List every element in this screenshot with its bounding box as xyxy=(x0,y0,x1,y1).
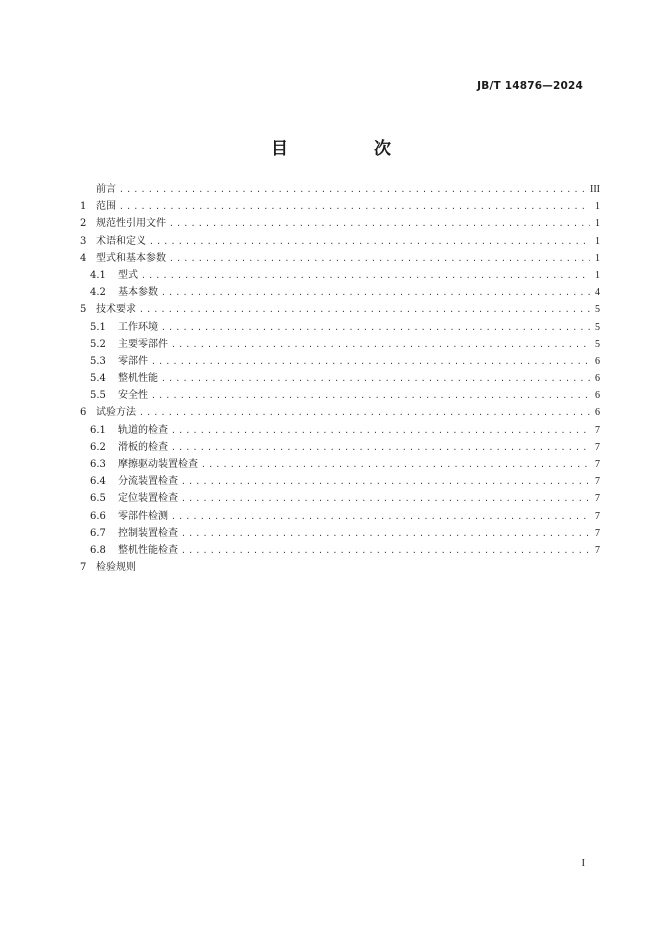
dot-leader xyxy=(171,336,590,353)
toc-entry-page: 6 xyxy=(595,355,600,367)
toc-entry-label: 前言 xyxy=(96,184,116,195)
toc-entry-page: 6 xyxy=(595,390,600,402)
dot-leader xyxy=(169,250,590,267)
toc-entry-label: 控制装置检查 xyxy=(118,527,178,539)
toc-entry-label: 检验规则 xyxy=(96,562,136,574)
toc-entry-number: 5.2 xyxy=(90,338,106,350)
toc-entry-page: 6 xyxy=(595,373,600,385)
toc-entry-label: 整机性能检查 xyxy=(118,544,178,556)
toc-entry-number: 5.5 xyxy=(90,390,106,402)
toc-entry[interactable] xyxy=(80,267,600,284)
toc-entry-number: 6.3 xyxy=(90,459,106,470)
toc-entry[interactable] xyxy=(80,456,600,473)
toc-entry[interactable] xyxy=(80,525,600,542)
toc-entry-number: 1 xyxy=(80,201,87,213)
toc-entry[interactable] xyxy=(80,353,600,370)
toc-entry-number: 5 xyxy=(80,304,87,316)
toc-entry-page: 7 xyxy=(595,527,600,539)
toc-entry[interactable] xyxy=(80,370,600,387)
toc-entry-label: 主要零部件 xyxy=(118,338,168,350)
dot-leader xyxy=(181,525,590,542)
toc-entry[interactable] xyxy=(80,250,600,267)
toc-entry-page: 5 xyxy=(595,338,600,350)
toc-entry-label: 技术要求 xyxy=(96,304,136,316)
dot-leader xyxy=(171,439,590,456)
standard-code: JB/T 14876—2024 xyxy=(477,80,583,92)
toc-entry-label: 摩擦驱动装置检查 xyxy=(118,459,198,470)
toc-entry[interactable] xyxy=(80,542,600,559)
toc-entry-label: 范围 xyxy=(96,201,116,213)
toc-entry-number: 6.7 xyxy=(90,527,106,539)
dot-leader xyxy=(161,370,590,387)
toc-entry-number: 5.4 xyxy=(90,373,106,385)
toc-entry-page: 1 xyxy=(595,252,600,264)
toc-entry-page: III xyxy=(590,184,600,195)
toc-entry-label: 轨道的检查 xyxy=(118,424,168,436)
toc-entry-number: 4.2 xyxy=(90,287,106,299)
page-number: I xyxy=(581,858,585,869)
toc-entry-number: 3 xyxy=(80,235,87,247)
toc-entry-page: 1 xyxy=(595,235,600,247)
dot-leader xyxy=(201,456,590,473)
toc-entry-label: 零部件检测 xyxy=(118,510,168,522)
toc-entry[interactable] xyxy=(80,559,600,576)
toc-entry[interactable] xyxy=(80,233,600,250)
toc-entry-label: 分流装置检查 xyxy=(118,476,178,488)
toc-entry-number: 7 xyxy=(80,562,87,574)
toc-entry[interactable] xyxy=(80,336,600,353)
toc-entry-page: 1 xyxy=(595,218,600,230)
dot-leader xyxy=(151,387,590,404)
dot-leader xyxy=(141,267,590,284)
toc-entry-label: 安全性 xyxy=(118,390,148,402)
toc-entry-label: 零部件 xyxy=(118,355,148,367)
page-title: 目 次 xyxy=(271,139,431,159)
dot-leader xyxy=(151,353,590,370)
dot-leader xyxy=(149,233,590,250)
toc-entry-page: 7 xyxy=(595,510,600,522)
toc-entry[interactable] xyxy=(80,473,600,490)
toc-entry-label: 滑板的检查 xyxy=(118,441,168,453)
toc-entry[interactable] xyxy=(80,404,600,421)
toc-entry[interactable] xyxy=(80,284,600,301)
toc-entry-page: 5 xyxy=(595,304,600,316)
toc-entry-number: 6.1 xyxy=(90,424,106,436)
dot-leader xyxy=(161,284,590,301)
toc-entry-label: 术语和定义 xyxy=(96,235,146,247)
toc-entry-number: 6.4 xyxy=(90,476,106,488)
toc-entry[interactable] xyxy=(80,319,600,336)
toc-entry-number: 2 xyxy=(80,218,87,230)
toc-entry-page: 5 xyxy=(595,321,600,333)
dot-leader xyxy=(181,490,590,507)
dot-leader xyxy=(139,301,590,318)
dot-leader xyxy=(171,422,590,439)
toc-entry-page: 7 xyxy=(595,459,600,470)
toc-entry-number: 6 xyxy=(80,407,87,419)
toc-entry[interactable] xyxy=(80,198,600,215)
toc-entry-page: 1 xyxy=(595,201,600,213)
dot-leader xyxy=(139,404,590,421)
toc-entry-label: 整机性能 xyxy=(118,373,158,385)
toc-entry-label: 型式 xyxy=(118,269,138,281)
toc-entry-label: 工作环境 xyxy=(118,321,158,333)
dot-leader xyxy=(119,198,590,215)
toc-entry[interactable] xyxy=(80,387,600,404)
toc-entry-page: 6 xyxy=(595,407,600,419)
dot-leader xyxy=(181,542,590,559)
toc-entry[interactable] xyxy=(80,181,600,198)
toc-entry[interactable] xyxy=(80,508,600,525)
dot-leader xyxy=(181,473,590,490)
toc-entry-page: 1 xyxy=(595,269,600,281)
dot-leader xyxy=(161,319,590,336)
toc-entry-number: 6.2 xyxy=(90,441,106,453)
toc-entry[interactable] xyxy=(80,215,600,232)
dot-leader xyxy=(119,181,588,198)
toc-entry-number: 6.5 xyxy=(90,493,106,505)
toc-entry-label: 基本参数 xyxy=(118,287,158,299)
toc-entry[interactable] xyxy=(80,422,600,439)
table-of-contents xyxy=(80,181,600,576)
toc-entry[interactable] xyxy=(80,439,600,456)
toc-entry-page: 7 xyxy=(595,441,600,453)
toc-entry-number: 6.8 xyxy=(90,544,106,556)
toc-entry-page: 7 xyxy=(595,476,600,488)
toc-entry-label: 试验方法 xyxy=(96,407,136,419)
toc-entry-number: 6.6 xyxy=(90,510,106,522)
toc-entry-number: 5.1 xyxy=(90,321,106,333)
toc-entry-page: 7 xyxy=(595,493,600,505)
toc-entry-label: 定位装置检查 xyxy=(118,493,178,505)
toc-entry-label: 型式和基本参数 xyxy=(96,252,166,264)
toc-entry-number: 5.3 xyxy=(90,355,106,367)
dot-leader xyxy=(171,508,590,525)
toc-entry[interactable] xyxy=(80,301,600,318)
dot-leader xyxy=(169,215,590,232)
toc-entry-number: 4.1 xyxy=(90,269,106,281)
toc-entry-number: 4 xyxy=(80,252,87,264)
toc-entry-label: 规范性引用文件 xyxy=(96,218,166,230)
toc-entry[interactable] xyxy=(80,490,600,507)
toc-entry-page: 4 xyxy=(595,287,600,299)
toc-entry-page: 7 xyxy=(595,544,600,556)
toc-entry-page: 7 xyxy=(595,424,600,436)
